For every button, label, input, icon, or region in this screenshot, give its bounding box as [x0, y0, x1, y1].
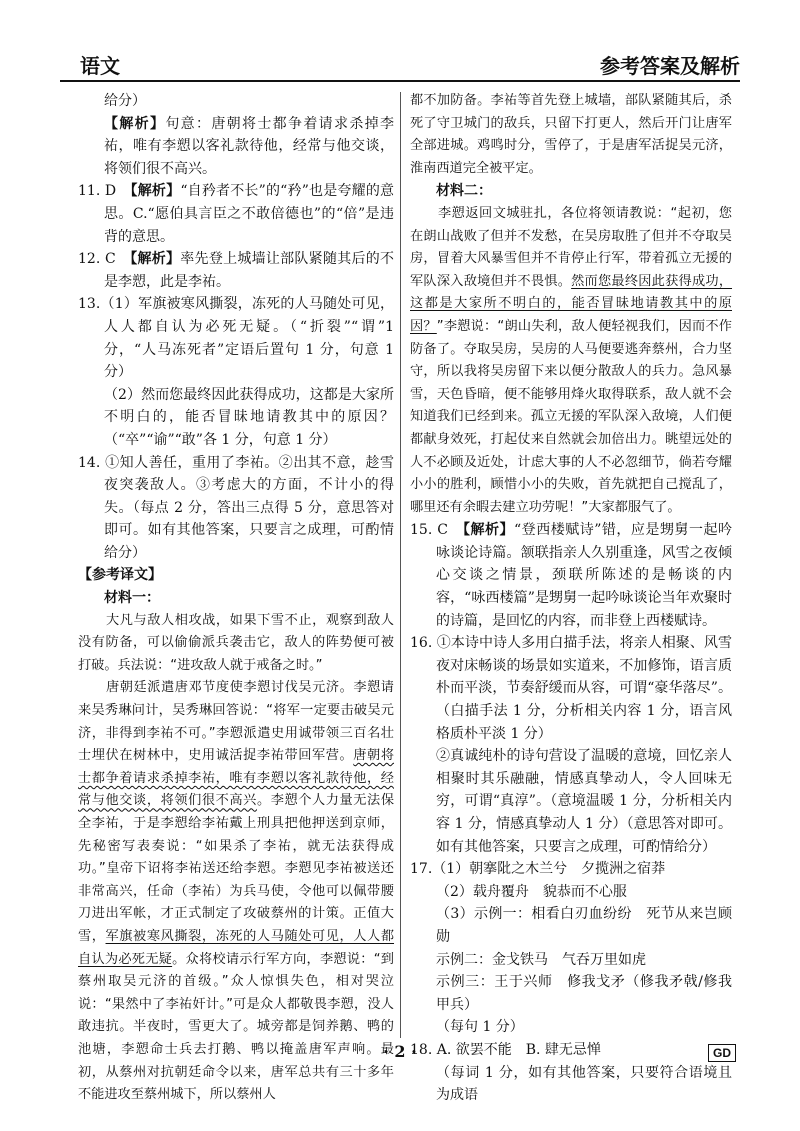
material-2-paragraph	[410, 203, 732, 519]
analysis-note	[78, 113, 394, 181]
column-divider	[400, 92, 401, 1038]
page-number: · 2 ·	[383, 1042, 417, 1061]
q12-text: 率先登上城墙让部队紧随其后的不是李愬，此是李祐。	[104, 251, 395, 290]
question-16-part1: 16. ①本诗中诗人多用白描手法，将亲人相聚、风雪夜对床畅谈的场景如实道来，不加修饰，语言质朴而平淡，节奏舒缓而从容，可谓“豪华落尽”。（白描手法 1 分，分析相关内容 1 分，语言风格质朴平淡 1 分）	[410, 635, 732, 742]
material-1-title: 材料一：	[104, 590, 160, 607]
p2-text-b: 。李愬个人力量无法保全李祐，于是李愬给李祐戴上刑具把他押送到京师，先秘密写表奏说：“如果杀了李祐，就无法获得成功。”皇帝下诏将李祐送还给李愬。李愬见李祐被送还非常高兴，任命（李祐）为兵马使，令他可以佩带腰刀进出军帐，才正式制定了攻破蔡州的计策。正值大雪，	[78, 793, 395, 944]
edition-badge: GD	[708, 1044, 736, 1062]
q15-label: 【解析】	[462, 522, 515, 539]
section-title: 参考答案及解析	[600, 54, 740, 78]
q11-label: 【解析】	[130, 183, 181, 200]
p2-text-a: 唐朝廷派遣唐邓节度使李愬讨伐吴元济。李愬请来吴秀琳问计，吴秀琳回答说：“将军一定要击破吴元济，非得到李祐不可。”李愬派遣史用诚带领三百名壮士埋伏在树林中，史用诚活捉李祐带回军营。	[78, 680, 394, 764]
question-17-line3: （3）示例一：相看白刃血纷纷 死节从来岂顾勋	[436, 906, 732, 945]
analysis-label: 【解析】	[104, 115, 166, 132]
m2-text-a: 李愬返回文城驻扎，各位将领请教说：“起初，您在朗山战败了但并不发愁，在吴房取胜了但并不夺取吴房，冒着大风暴雪但并不肯停止行军，带着孤立无援的军队深入敌境但并不畏惧。	[410, 205, 732, 289]
question-18-line1: 18. A. 欲罢不能 B. 肆无忌惮	[410, 1041, 601, 1058]
q15-text: “登西楼赋诗”错，应是甥舅一起吟咏谈论诗篇。颔联指亲人久别重逢，风雪之夜倾心交谈之情景，颈联所陈述的是畅谈的内容，“咏西楼篇”是甥舅一起吟咏谈论当年欢聚时的诗篇，是回忆的内容，而非登上西楼赋诗。	[436, 522, 732, 629]
material-2-title: 材料二：	[436, 183, 492, 200]
p2-underline: 军旗被寒风撕裂，冻死的人马随处可见，人人都自认为必死无疑	[78, 928, 395, 967]
q15-answer: 15. C	[410, 522, 448, 539]
question-17-line5: 示例三：王于兴师 修我戈矛（修我矛戟/修我甲兵）	[436, 974, 732, 1013]
question-17-line1: 17.（1）朝搴阰之木兰兮 夕揽洲之宿莽	[410, 861, 666, 878]
question-18-line2: （每词 1 分，如有其他答案，只要符合语境且为成语	[436, 1064, 732, 1104]
page-header	[60, 44, 740, 82]
right-column	[410, 90, 732, 1107]
question-15	[410, 519, 732, 632]
q11-text: “自矜者不长”的“矜”也是夸耀的意思。C.“愿伯具言臣之不敢倍德也”的“倍”是违背的意思。	[104, 183, 395, 245]
question-14: 14. ①知人善任，重用了李祐。②出其不意，趁雪夜突袭敌人。③考虑大的方面，不计小的得失。（每点 2 分，答出三点得 5 分，意思答对即可。如有其他答案，只要言之成理，可酌情给分）	[78, 454, 394, 561]
q12-label: 【解析】	[130, 251, 181, 268]
left-column	[78, 90, 394, 1107]
reference-translation-title: 【参考译文】	[78, 567, 162, 584]
analysis-text: 句意：唐朝将士都争着请求杀掉李祐，唯有李愬以客礼款待他，经常与他交谈，将领们很不高兴。	[104, 115, 395, 177]
question-11	[78, 180, 394, 248]
q11-answer: 11. D	[78, 183, 117, 200]
question-17-line6: （每句 1 分）	[436, 1019, 524, 1036]
answer-line: 给分）	[104, 93, 146, 109]
p2-wavy-underline: 唐朝将士都争着请求杀掉李祐，唯有李愬以客礼款待他，经常与他交谈，将领们很不高兴	[78, 748, 395, 809]
header-rule	[60, 80, 740, 82]
question-13-part1: 13.（1）军旗被寒风撕裂，冻死的人马随处可见，人人都自认为必死无疑。（“折裂”“谓”1 分，“人马冻死者”定语后置句 1 分，句意 1 分）	[78, 296, 394, 381]
question-17-line4: 示例二：金戈铁马 气吞万里如虎	[436, 951, 646, 968]
question-12	[78, 248, 394, 293]
p2-text-c: 。众将校请示行军方向，李愬说：“到蔡州取吴元济的首级。”众人惊惧失色，相对哭泣说：“果然中了李祐奸计。”可是众人都敬畏李愬，没人敢违抗。半夜时，雪更大了。城旁都是饲养鹅、鸭的池塘，李愬命士兵去打鹅、鸭以掩盖唐军声响。最初，从蔡州对抗朝廷命令以来，唐军总共有三十多年不能进攻至蔡州城下，所以蔡州人	[78, 951, 394, 1103]
q12-answer: 12. C	[78, 251, 116, 268]
subject-title: 语文	[80, 54, 120, 78]
question-17-line2: （2）载舟覆舟 貌恭而不心服	[436, 883, 627, 900]
material-1-paragraph-1: 大凡与敌人相攻战，如果下雪不止，观察到敌人没有防备，可以偷偷派兵袭击它，敌人的阵势便可被打破。兵法说：“进攻敌人就于戒备之时。”	[78, 612, 394, 673]
question-13-part2: （2）然而您最终因此获得成功，这都是大家所不明白的，能否冒昧地请教其中的原因？（“卒”“谕”“敢”各 1 分，句意 1 分）	[104, 386, 394, 448]
m2-text-b: ”李愬说：“朗山失利，敌人便轻视我们，因而不作防备了。夺取吴房，吴房的人马便要逃奔蔡州，合力坚守，所以我将吴房留下来以便分散敌人的兵力。急风暴雪，天色昏暗，便不能够用烽火取得联系，敌人就不会知道我们已经到来。孤立无援的军队深入敌境，人们便都献身效死，打起仗来自然就会加倍出力。眺望远处的人不必顾及近处，计虑大事的人不必忽细节，倘若夸耀小小的胜利，顾惜小小的失败，首先就把自己搅乱了，哪里还有余暇去建立功劳呢！”大家都服气了。	[410, 318, 732, 515]
m2-underline: 然而您最终因此获得成功，这都是大家所不明白的，能否冒昧地请教其中的原因？	[410, 273, 733, 334]
question-16-part2: ②真诚纯朴的诗句营设了温暖的意境，回忆亲人相聚时其乐融融，情感真挚动人，令人回味无穷，可谓“真淳”。（意境温暖 1 分，分析相关内容 1 分，情感真挚动人 1 分）（意思答对即可。如有其他答案，只要言之成理，可酌情给分）	[436, 748, 732, 855]
material-1-continued: 都不加防备。李祐等首先登上城墙，部队紧随其后，杀死了守卫城门的敌兵，只留下打更人，然后开门让唐军全部进城。鸡鸣时分，雪停了，于是唐军活捉吴元济，淮南西道完全被平定。	[410, 93, 732, 176]
